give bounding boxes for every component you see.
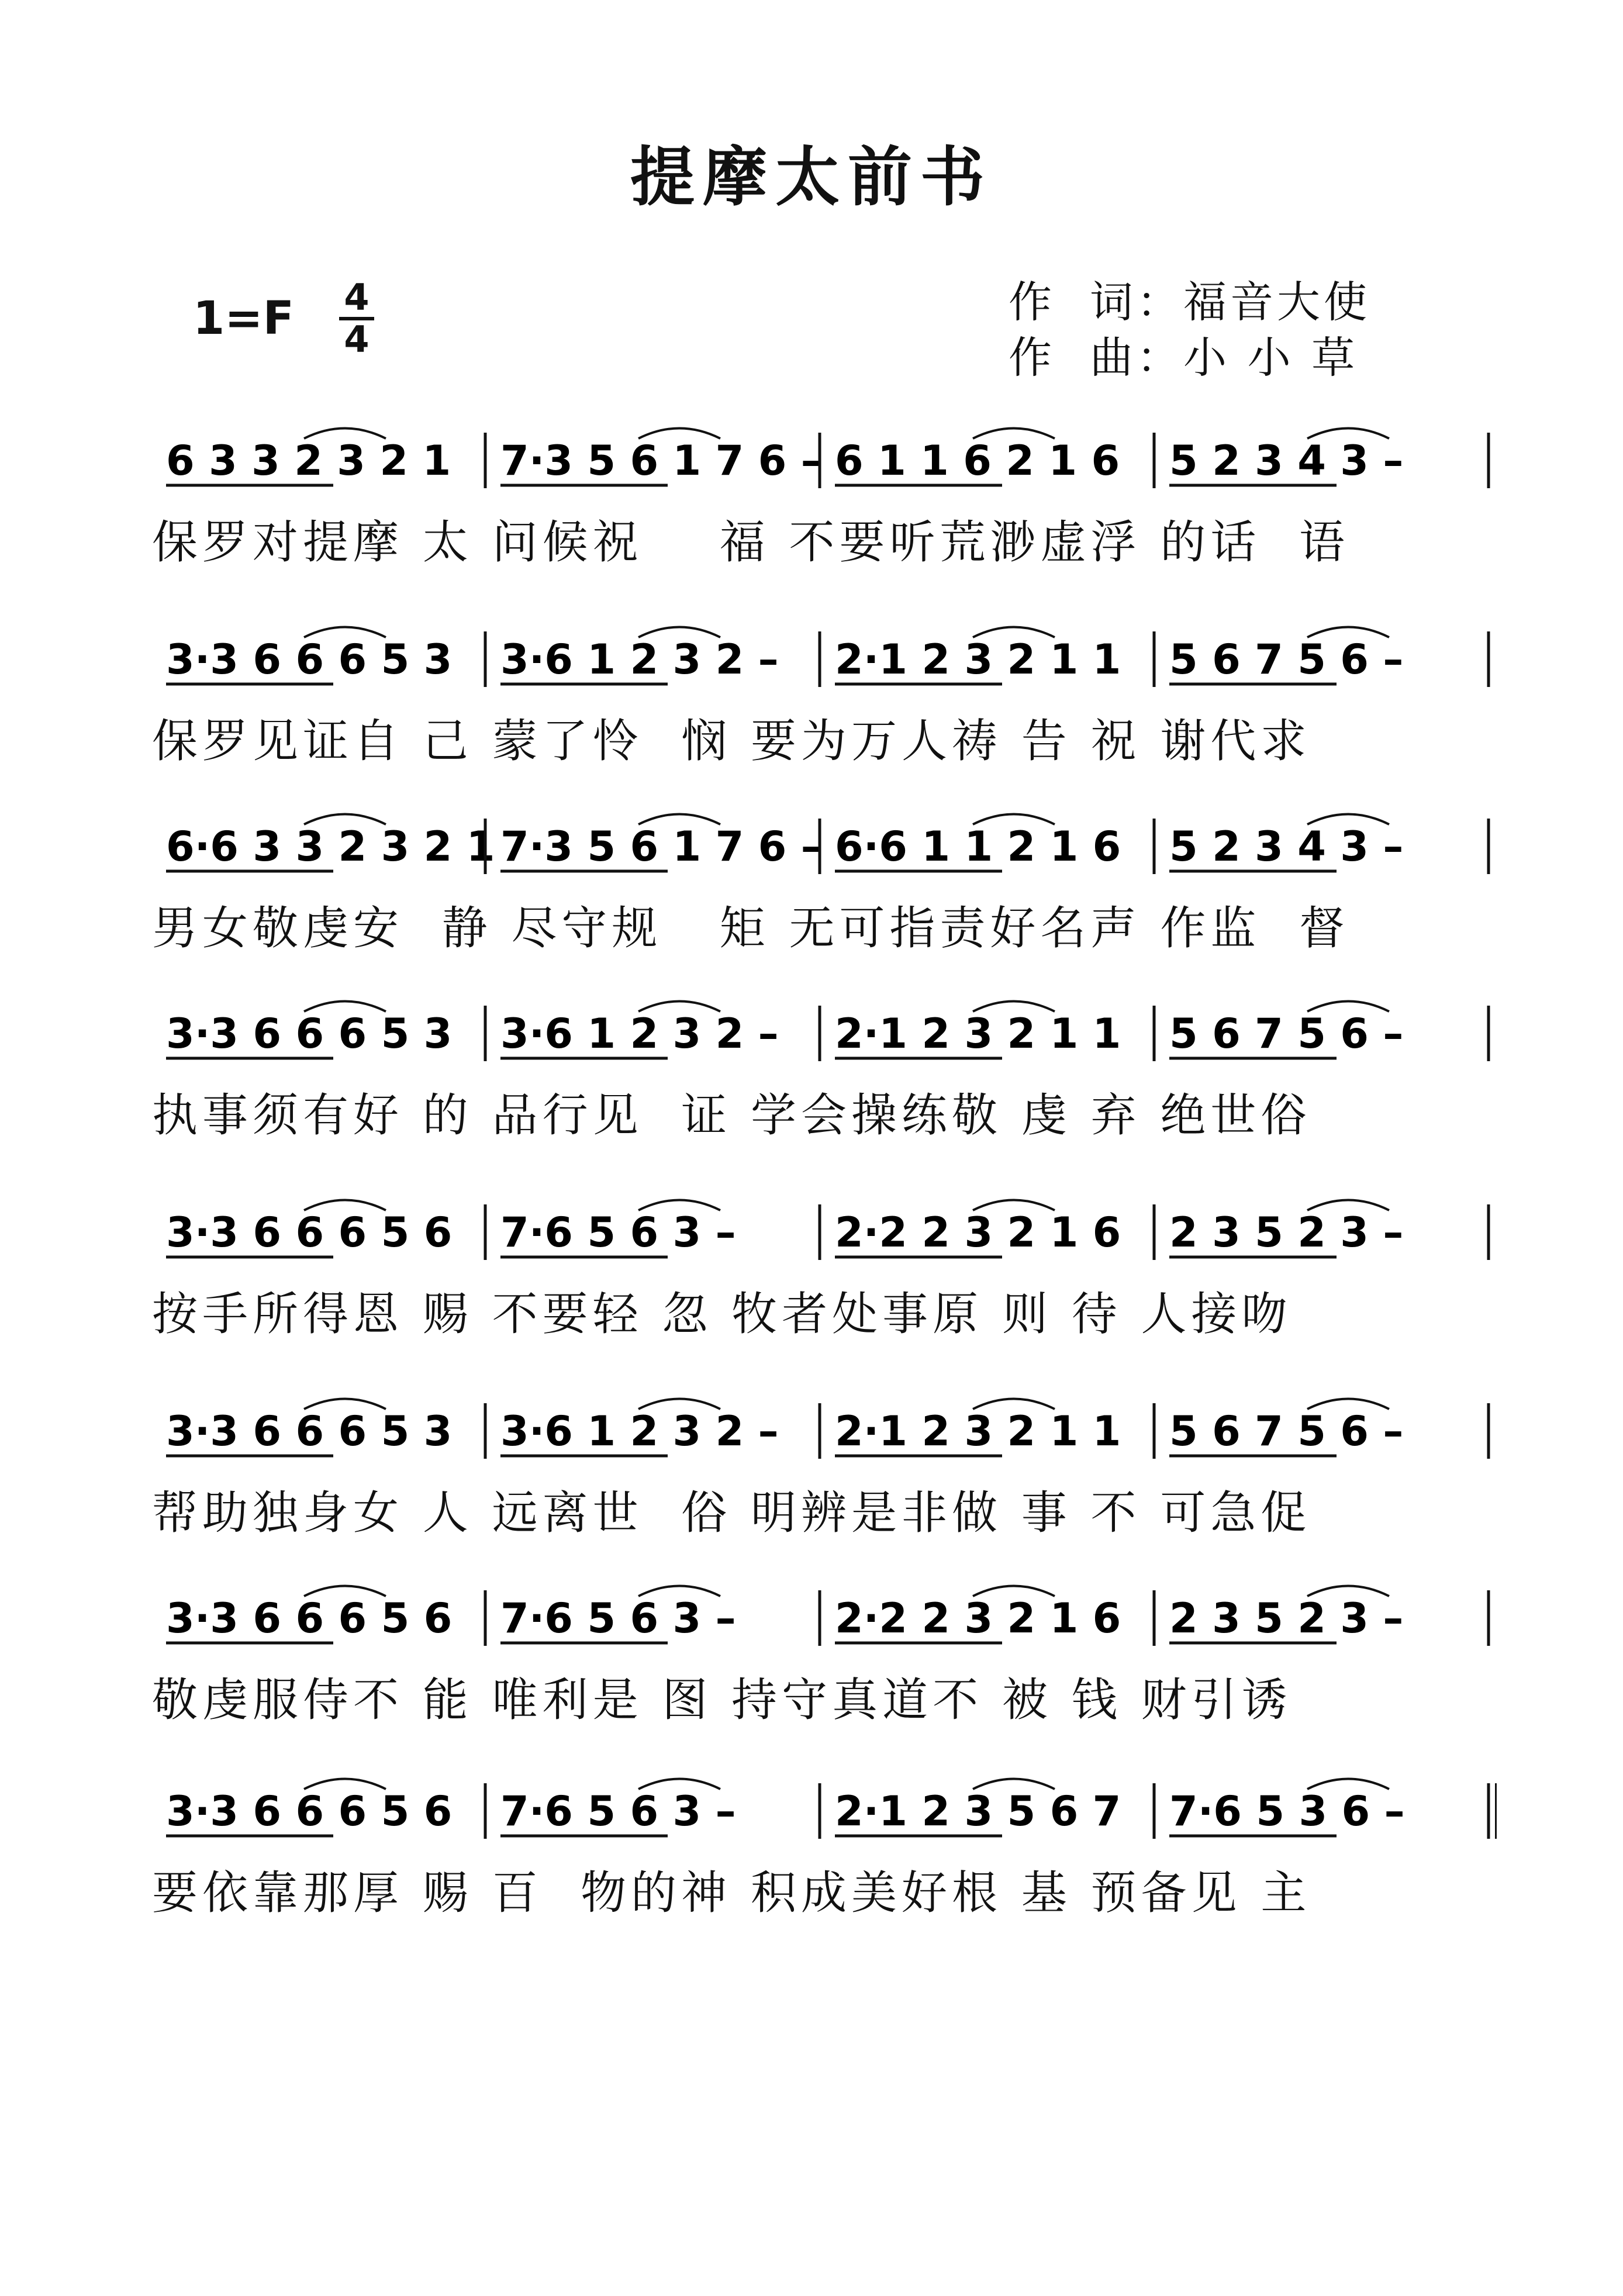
measure xyxy=(166,1399,485,1459)
measure-notes: 7·3 5 6 1 7 6 – xyxy=(500,437,821,485)
credits xyxy=(1009,275,1370,386)
measure xyxy=(835,814,1154,875)
measure-notes: 7·6 5 6 3 – xyxy=(500,1594,736,1642)
measure xyxy=(1169,627,1489,688)
measure-notes: 3·3 6 6 6 5 3 xyxy=(166,1407,453,1455)
measure-notes: 3·3 6 6 6 5 3 xyxy=(166,636,453,683)
notation-line xyxy=(158,1579,1497,1666)
notation-svg xyxy=(158,620,1497,707)
measure xyxy=(500,1002,820,1062)
measure xyxy=(1169,1200,1489,1261)
measure-notes: 2·1 2 3 2 1 1 xyxy=(835,636,1121,683)
measure-notes: 3·3 6 6 6 5 6 xyxy=(166,1209,453,1256)
measure xyxy=(166,1200,485,1261)
composer-name: 小 小 草 xyxy=(1183,333,1359,383)
measure xyxy=(500,429,821,489)
lyric-line: 要依靠那厚 赐 百 物的神 积成美好根 基 预备见 主 xyxy=(152,1867,1311,1919)
song-title: 提摩太前书 xyxy=(630,139,993,215)
lyric-line: 执事须有好 的 品行见 证 学会操练敬 虔 弃 绝世俗 xyxy=(152,1089,1311,1142)
measure xyxy=(835,429,1154,489)
lyric-line: 按手所得恩 赐 不要轻 忽 牧者处事原 则 待 人接吻 xyxy=(152,1288,1292,1341)
measure-notes: 2·2 2 3 2 1 6 xyxy=(835,1594,1121,1642)
measure xyxy=(835,627,1154,688)
measure xyxy=(1169,1586,1489,1646)
measure xyxy=(1169,814,1489,875)
notation-svg xyxy=(158,1193,1497,1280)
measure xyxy=(166,627,485,688)
measure xyxy=(1169,1002,1489,1062)
measure xyxy=(835,1779,1154,1839)
measure-notes: 2 3 5 2 3 – xyxy=(1169,1594,1404,1642)
measure xyxy=(500,627,820,688)
measure xyxy=(1169,429,1489,489)
lyric-line: 男女敬虔安 静 尽守规 矩 无可指责好名声 作监 督 xyxy=(152,902,1349,955)
notation-line xyxy=(158,620,1497,707)
measure-notes: 5 6 7 5 6 – xyxy=(1169,636,1404,683)
measure xyxy=(835,1399,1154,1459)
key-signature: 1=F xyxy=(193,292,294,345)
notation-line xyxy=(158,1392,1497,1479)
measure-notes: 6·6 3 3 2 3 2 1 xyxy=(166,823,495,871)
meter-top: 4 xyxy=(344,276,370,319)
measure xyxy=(166,814,495,875)
measure xyxy=(166,429,485,489)
notation-svg xyxy=(158,1579,1497,1666)
measure-notes: 5 6 7 5 6 – xyxy=(1169,1010,1404,1058)
notation-svg xyxy=(158,994,1497,1082)
meter-bottom: 4 xyxy=(344,318,370,361)
measure xyxy=(500,1586,820,1646)
measure-notes: 3·6 1 2 3 2 – xyxy=(500,636,779,683)
notation-svg xyxy=(158,1392,1497,1479)
measure-notes: 5 2 3 4 3 – xyxy=(1169,437,1404,485)
measure-notes: 3·3 6 6 6 5 6 xyxy=(166,1787,453,1835)
notation-line xyxy=(158,807,1497,895)
measure xyxy=(500,1779,820,1839)
measure-notes: 2 3 5 2 3 – xyxy=(1169,1209,1404,1256)
measure xyxy=(166,1002,485,1062)
measure-notes: 7·6 5 6 3 – xyxy=(500,1787,736,1835)
lyricist-row xyxy=(1009,275,1370,330)
measure xyxy=(500,1200,820,1261)
measure-notes: 5 2 3 4 3 – xyxy=(1169,823,1404,871)
measure xyxy=(166,1586,485,1646)
measure-notes: 3·3 6 6 6 5 6 xyxy=(166,1594,453,1642)
notation-svg xyxy=(158,1772,1497,1859)
measure-notes: 3·3 6 6 6 5 3 xyxy=(166,1010,453,1058)
measure-notes: 2·1 2 3 2 1 1 xyxy=(835,1010,1121,1058)
measure xyxy=(500,1399,820,1459)
lyricist-name: 福音大使 xyxy=(1183,277,1371,327)
measure-notes: 6 3 3 2 3 2 1 xyxy=(166,437,451,485)
measure xyxy=(835,1200,1154,1261)
measure-notes: 6 1 1 6 2 1 6 xyxy=(835,437,1120,485)
notation-line xyxy=(158,1193,1497,1280)
measure-notes: 2·1 2 3 2 1 1 xyxy=(835,1407,1121,1455)
measure xyxy=(1169,1779,1497,1839)
lyric-line: 保罗对提摩 太 问候祝 福 不要听荒渺虚浮 的话 语 xyxy=(152,516,1349,569)
lyric-line: 敬虔服侍不 能 唯利是 图 持守真道不 被 钱 财引诱 xyxy=(152,1674,1292,1727)
measure-notes: 7·6 5 6 3 – xyxy=(500,1209,736,1256)
measure xyxy=(835,1586,1154,1646)
measure-notes: 2·1 2 3 5 6 7 xyxy=(835,1787,1121,1835)
notation-svg xyxy=(158,421,1497,509)
notation-line xyxy=(158,1772,1497,1859)
measure-notes: 2·2 2 3 2 1 6 xyxy=(835,1209,1121,1256)
measure-notes: 6·6 1 1 2 1 6 xyxy=(835,823,1121,871)
notation-line xyxy=(158,994,1497,1082)
composer-row xyxy=(1009,330,1370,386)
measure-notes: 7·3 5 6 1 7 6 – xyxy=(500,823,821,871)
measure-notes: 3·6 1 2 3 2 – xyxy=(500,1010,779,1058)
measure xyxy=(835,1002,1154,1062)
composer-label: 作 曲： xyxy=(1009,333,1184,383)
measure-notes: 3·6 1 2 3 2 – xyxy=(500,1407,779,1455)
time-signature xyxy=(339,276,374,361)
lyric-line: 帮助独身女 人 远离世 俗 明辨是非做 事 不 可急促 xyxy=(152,1487,1311,1539)
lyric-line: 保罗见证自 己 蒙了怜 悯 要为万人祷 告 祝 谢代求 xyxy=(152,715,1311,768)
measure xyxy=(166,1779,485,1839)
lyricist-label: 作 词： xyxy=(1009,277,1184,327)
notation-svg xyxy=(158,807,1497,895)
measure xyxy=(500,814,821,875)
measure xyxy=(1169,1399,1489,1459)
measure-notes: 7·6 5 3 6 – xyxy=(1169,1787,1405,1835)
notation-line xyxy=(158,421,1497,509)
measure-notes: 5 6 7 5 6 – xyxy=(1169,1407,1404,1455)
